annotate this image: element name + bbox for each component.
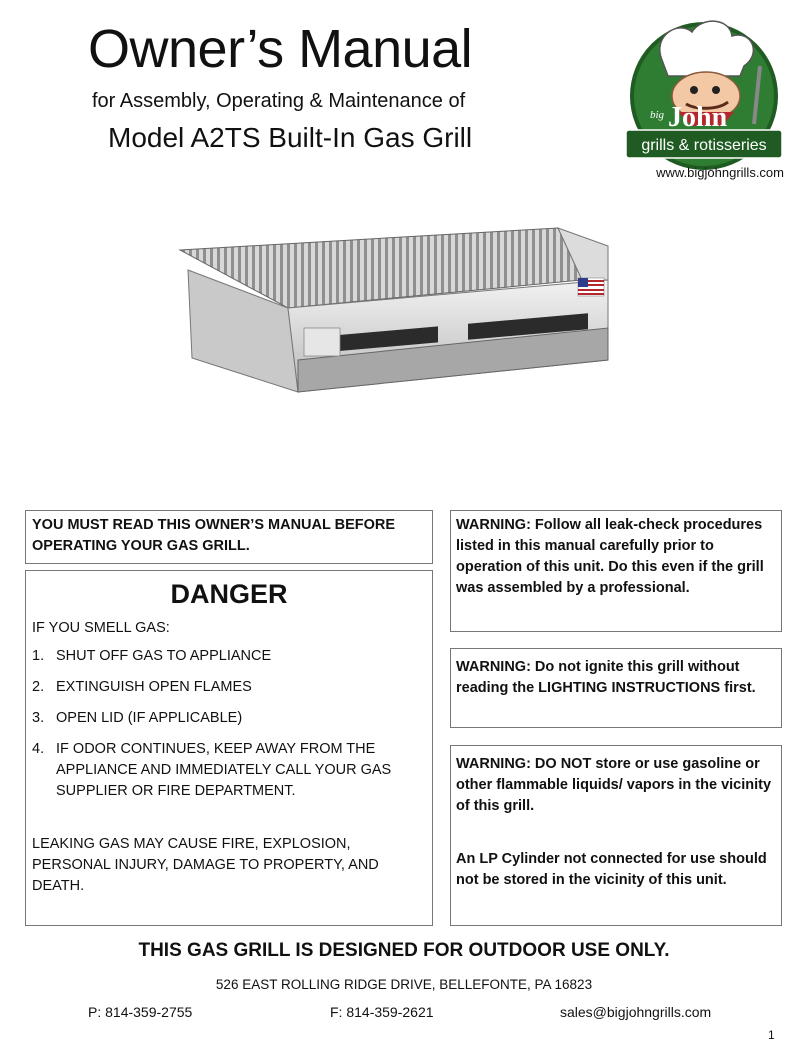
read-manual-notice bbox=[25, 510, 433, 564]
danger-box bbox=[25, 570, 433, 926]
step-number: 4. bbox=[32, 741, 45, 757]
step-number: 2. bbox=[32, 679, 45, 695]
read-manual-text: YOU MUST READ THIS OWNER’S MANUAL BEFORE OPERATING YOUR GAS GRILL. bbox=[32, 517, 396, 554]
danger-title: DANGER bbox=[170, 579, 288, 609]
logo-tagline-text: grills & rotisseries bbox=[641, 137, 767, 154]
leak-check-warning bbox=[450, 510, 782, 632]
outdoor-use-notice: THIS GAS GRILL IS DESIGNED FOR OUTDOOR USE ONLY. bbox=[138, 940, 670, 961]
company-address: 526 EAST ROLLING RIDGE DRIVE, BELLEFONTE, PA 16823 bbox=[215, 977, 593, 992]
website-link[interactable]: www.bigjohngrills.com bbox=[656, 165, 784, 180]
lp-cylinder-text: An LP Cylinder not connected for use should not be stored in the vicinity of this unit. bbox=[456, 851, 767, 888]
danger-step bbox=[32, 739, 426, 802]
grill-image bbox=[168, 210, 628, 410]
logo-brand-text: John bbox=[668, 102, 728, 133]
danger-step bbox=[32, 646, 426, 667]
danger-footer: LEAKING GAS MAY CAUSE FIRE, EXPLOSION, PERSONAL INJURY, DAMAGE TO PROPERTY, AND DEATH. bbox=[32, 836, 379, 894]
step-text: IF ODOR CONTINUES, KEEP AWAY FROM THE APPLIANCE AND IMMEDIATELY CALL YOUR GAS SUPPLIER OR FIRE DEPARTMENT. bbox=[56, 741, 392, 799]
page-number: 1 bbox=[768, 1028, 775, 1042]
gasoline-text: WARNING: DO NOT store or use gasoline or other flammable liquids/ vapors in the vicinity of this grill. bbox=[456, 756, 772, 814]
step-text: OPEN LID (IF APPLICABLE) bbox=[56, 710, 243, 726]
danger-intro: IF YOU SMELL GAS: bbox=[32, 620, 170, 636]
step-number: 3. bbox=[32, 710, 45, 726]
lighting-warning bbox=[450, 648, 782, 728]
page-title: Owner’s Manual bbox=[88, 19, 473, 79]
fax-number: F: 814-359-2621 bbox=[330, 1004, 434, 1020]
phone-number: P: 814-359-2755 bbox=[88, 1004, 193, 1020]
lighting-text: WARNING: Do not ignite this grill without reading the LIGHTING INSTRUCTIONS first. bbox=[456, 659, 756, 696]
step-text: EXTINGUISH OPEN FLAMES bbox=[56, 679, 252, 695]
model-name: Model A2TS Built-In Gas Grill bbox=[108, 122, 473, 153]
danger-step bbox=[32, 677, 426, 698]
step-number: 1. bbox=[32, 648, 45, 664]
leak-check-text: WARNING: Follow all leak-check procedures listed in this manual carefully prior to operation of this unit. Do this even if the grill was assembled by a professional. bbox=[456, 517, 764, 596]
gasoline-warning bbox=[450, 745, 782, 926]
danger-steps bbox=[32, 646, 426, 802]
email-link[interactable]: sales@bigjohngrills.com bbox=[560, 1004, 712, 1020]
danger-step bbox=[32, 708, 426, 729]
page-subtitle: for Assembly, Operating & Maintenance of bbox=[92, 90, 466, 112]
step-text: SHUT OFF GAS TO APPLIANCE bbox=[56, 648, 272, 664]
logo-small-text: big bbox=[650, 109, 665, 121]
big-john-logo bbox=[622, 14, 786, 172]
